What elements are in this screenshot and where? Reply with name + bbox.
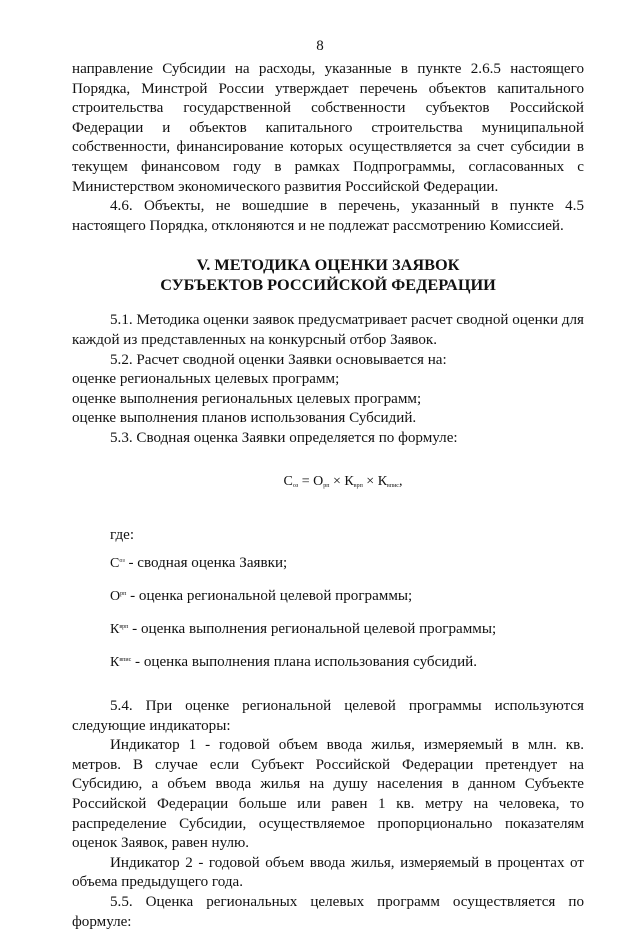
list-item-subsidy-plans: оценке выполнения планов использования Субсидий. [72,410,417,427]
paragraph-5-1: 5.1. Методика оценки заявок предусматривает расчет сводной оценки для каждой из представленных на конкурсный отбор Заявок. [72,312,584,348]
list-item-program-execution: оценке выполнения региональных целевых программ; [72,390,422,407]
formula-symbol-k2: К [377,473,388,489]
paragraph-5-4: 5.4. При оценке региональной целевой программы используются следующие индикаторы: [72,698,584,734]
formula-times-2: × [362,473,378,489]
paragraph-5-2: 5.2. Расчет сводной оценки Заявки основывается на: [110,351,447,368]
paragraph-indicator-2: Индикатор 2 - годовой объем ввода жилья, измеряемый в процентах от объема предыдущего года. [72,854,584,891]
section-title [72,255,584,294]
section-title-line-1: V. МЕТОДИКА ОЦЕНКИ ЗАЯВОК [196,255,460,275]
page-number: 8 [316,38,324,54]
where-label: где: [110,526,135,543]
formula-summary-score [72,472,584,496]
formula-equals: = [298,473,314,489]
definition-k-vpis: $К_{впис}$ - оценка выполнения плана использования субсидий. [110,654,477,671]
formula-symbol-c: С [283,473,293,489]
formula-sub-vpis: впис [387,482,399,489]
formula-end: , [398,473,403,489]
section-title-line-2: СУБЪЕКТОВ РОССИЙСКОЙ ФЕДЕРАЦИИ [160,274,496,294]
formula-symbol-o: О [313,473,324,489]
paragraph-indicator-1: Индикатор 1 - годовой объем ввода жилья, измеряемый в млн. кв. метров. В случае если Субъект Российской Федерации претендует на Субсидию, а объем ввода жилья на душу населения в данном Субъекте Российской Федерации больше или равен 1 кв. метру на человека, то распределение Субсидии, осуществляемое пропорционально показателям оценок Заявок, равен нулю. [72,737,584,852]
formula-sub-rp: рп [323,482,330,489]
formula-symbol-k1: К [344,473,354,489]
formula-times-1: × [329,473,345,489]
definition-o-rp: $О_{рп}$ - оценка региональной целевой программы; [110,588,413,605]
paragraph-5-3: 5.3. Сводная оценка Заявки определяется по формуле: [110,429,458,446]
paragraph-5-5: 5.5. Оценка региональных целевых программ осуществляется по формуле: [72,894,584,930]
document-body [72,60,584,932]
paragraph-4-6: 4.6. Объекты, не вошедшие в перечень, указанный в пункте 4.5 настоящего Порядка, отклоняются и не подлежат рассмотрению Комиссией. [72,198,584,234]
formula-sub-oz: оз [292,482,299,489]
definition-k-vrp: $К_{врп}$ - оценка выполнения региональной целевой программы; [110,621,497,638]
paragraph-4-5-continued: направление Субсидии на расходы, указанные в пункте 2.6.5 настоящего Порядка, Минстрой России утверждает перечень объектов капитального строительства государственной собственности субъектов Российской Федерации и объектов капитального строительства муниципальной собственности, финансирование которых осуществляется за счет субсидии в текущем финансовом году в рамках Подпрограммы, согласованных с Министерством экономического развития Российской Федерации. [72,61,584,195]
definition-c-oz: $С_{оз}$ - сводная оценка Заявки; [110,555,288,572]
formula-sub-vrp: врп [353,482,363,489]
list-item-regional-programs: оценке региональных целевых программ; [72,371,340,388]
